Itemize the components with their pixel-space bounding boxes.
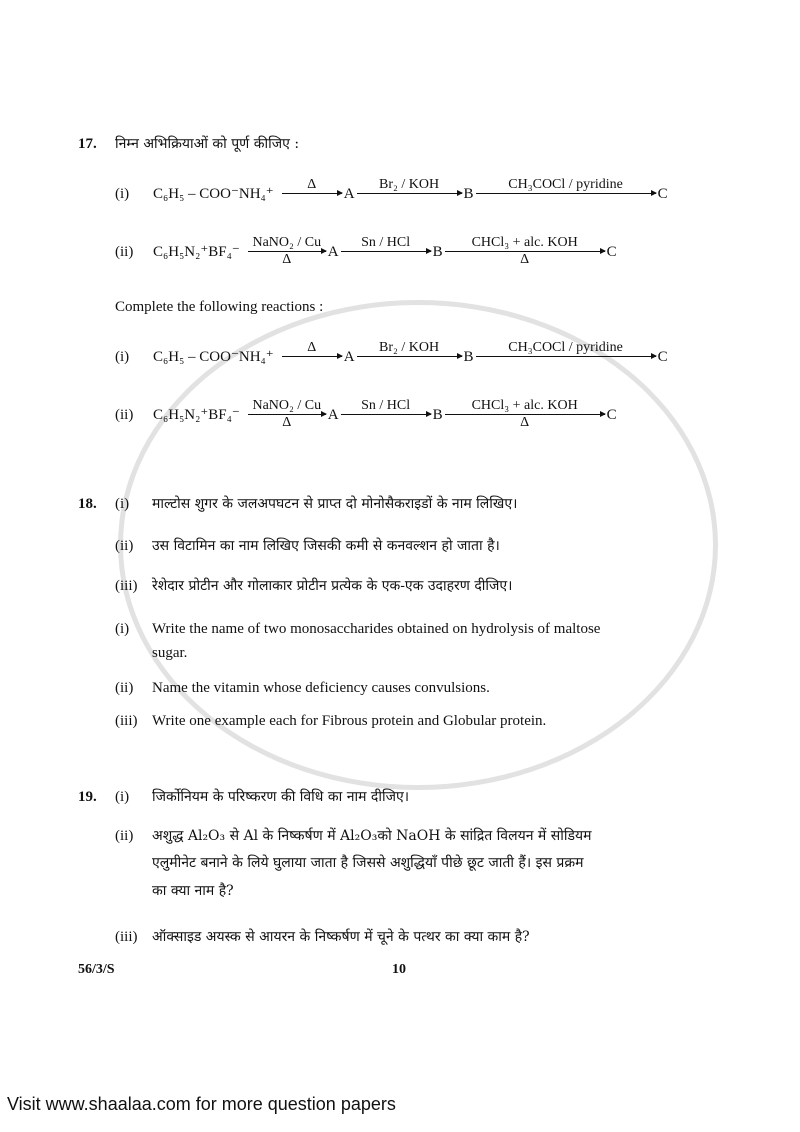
reagent-label: Δ (307, 340, 317, 355)
reaction-arrow-icon (282, 193, 342, 194)
item-label: (ii) (115, 828, 134, 844)
question-number: 18. (78, 496, 97, 512)
item-label: (ii) (115, 538, 134, 554)
product-label: B (432, 243, 443, 260)
question-prompt-hindi: निम्न अभिक्रियाओं को पूर्ण कीजिए : (115, 136, 300, 152)
reagent-label: NaNO₂ / Cu (252, 235, 322, 250)
reactant: C₆H₅N₂⁺BF₄⁻ (153, 243, 240, 260)
product-label: A (327, 406, 339, 423)
reagent-label: CH₃COCl / pyridine (508, 340, 623, 355)
reaction-hindi-ii (115, 235, 617, 268)
question-number: 17. (78, 136, 97, 152)
item-label: (i) (115, 621, 130, 637)
condition-label: Δ (520, 415, 530, 430)
product-label: A (343, 348, 355, 365)
reaction-arrow-icon (282, 356, 342, 357)
item-text: Write one example each for Fibrous protein and Globular protein. (152, 713, 547, 729)
reaction-label: (i) (115, 348, 130, 365)
item-label: (i) (115, 789, 130, 805)
reactant: C₆H₅N₂⁺BF₄⁻ (153, 406, 240, 423)
reaction-arrow-icon (476, 193, 656, 194)
item-text: sugar. (152, 645, 188, 661)
reagent-label: Br₂ / KOH (378, 177, 440, 192)
reaction-english-i (115, 340, 668, 373)
item-label: (ii) (115, 680, 134, 696)
reagent-label: Sn / HCl (361, 235, 411, 250)
reaction-arrow-icon (341, 414, 431, 415)
reaction-step (341, 398, 431, 431)
item-text: Write the name of two monosaccharides obtained on hydrolysis of maltose (152, 621, 601, 637)
reaction-arrow-icon (248, 251, 326, 252)
item-text: एलुमीनेट बनाने के लिये घुलाया जाता है जिससे अशुद्धियाँ पीछे छूट जाती हैं। इस प्रक्रम (152, 855, 584, 871)
reaction-arrow-icon (357, 193, 462, 194)
item-text: अशुद्ध Al₂O₃ से Al के निष्कर्षण में Al₂O₃को NaOH के सांद्रित विलयन में सोडियम (152, 828, 592, 844)
reaction-step (248, 398, 326, 431)
reaction-step (445, 398, 605, 431)
reactant: C₆H₅ – COO⁻NH₄⁺ (153, 185, 274, 202)
reaction-step (476, 177, 656, 210)
condition-label: Δ (282, 252, 292, 267)
reaction-step (445, 235, 605, 268)
item-label: (iii) (115, 929, 138, 945)
condition-label: Δ (282, 415, 292, 430)
product-label: C (657, 185, 668, 202)
item-text: उस विटामिन का नाम लिखिए जिसकी कमी से कनवल्शन हो जाता है। (152, 538, 500, 554)
product-label: C (606, 243, 617, 260)
reaction-label: (i) (115, 185, 130, 202)
item-text: जिर्कोनियम के परिष्करण की विधि का नाम दीजिए। (152, 789, 410, 805)
condition-label: Δ (520, 252, 530, 267)
reaction-step (282, 340, 342, 373)
reaction-step (341, 235, 431, 268)
product-label: B (463, 185, 474, 202)
reagent-label: NaNO₂ / Cu (252, 398, 322, 413)
product-label: B (432, 406, 443, 423)
product-label: A (343, 185, 355, 202)
reagent-label: Δ (307, 177, 317, 192)
reaction-arrow-icon (357, 356, 462, 357)
item-text: रेशेदार प्रोटीन और गोलाकार प्रोटीन प्रत्येक के एक-एक उदाहरण दीजिए। (152, 578, 513, 594)
reaction-arrow-icon (445, 251, 605, 252)
shaalaa-link[interactable]: Visit www.shaalaa.com for more question papers (7, 1094, 396, 1114)
reaction-step (357, 177, 462, 210)
reaction-step (476, 340, 656, 373)
item-text: का क्या नाम है? (152, 883, 234, 899)
reaction-arrow-icon (341, 251, 431, 252)
question-number: 19. (78, 789, 97, 805)
product-label: C (657, 348, 668, 365)
reactant: C₆H₅ – COO⁻NH₄⁺ (153, 348, 274, 365)
reaction-english-ii (115, 398, 617, 431)
item-text: ऑक्साइड अयस्क से आयरन के निष्कर्षण में चूने के पत्थर का क्या काम है? (152, 929, 530, 945)
reaction-step (282, 177, 342, 210)
page-number: 10 (392, 962, 406, 977)
product-label: A (327, 243, 339, 260)
reagent-label: Br₂ / KOH (378, 340, 440, 355)
paper-code: 56/3/S (78, 962, 115, 977)
reagent-label: CHCl₃ + alc. KOH (471, 398, 578, 413)
reaction-step (248, 235, 326, 268)
item-label: (iii) (115, 713, 138, 729)
reaction-label: (ii) (115, 243, 134, 260)
reaction-arrow-icon (248, 414, 326, 415)
product-label: B (463, 348, 474, 365)
reaction-label: (ii) (115, 406, 134, 423)
reaction-arrow-icon (476, 356, 656, 357)
item-text: Name the vitamin whose deficiency causes convulsions. (152, 680, 490, 696)
item-label: (iii) (115, 578, 138, 594)
question-prompt-english: Complete the following reactions : (115, 299, 324, 315)
product-label: C (606, 406, 617, 423)
reagent-label: CH₃COCl / pyridine (508, 177, 623, 192)
item-text: माल्टोस शुगर के जलअपघटन से प्राप्त दो मोनोसैकराइडों के नाम लिखिए। (152, 496, 518, 512)
item-label: (i) (115, 496, 130, 512)
reagent-label: CHCl₃ + alc. KOH (471, 235, 578, 250)
reaction-step (357, 340, 462, 373)
reagent-label: Sn / HCl (361, 398, 411, 413)
reaction-arrow-icon (445, 414, 605, 415)
reaction-hindi-i (115, 177, 668, 210)
